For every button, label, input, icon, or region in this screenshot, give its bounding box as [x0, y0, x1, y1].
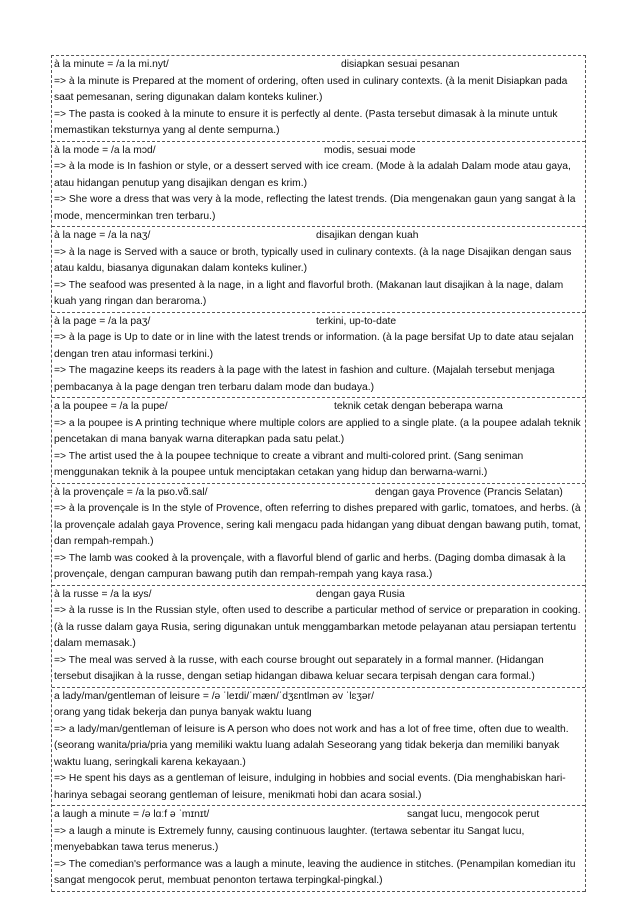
entry-meaning: dengan gaya Rusia	[316, 588, 405, 600]
entry-heading	[54, 587, 583, 604]
entry-term: a laugh a minute = /ə lɑːf ə ˈmɪnɪt/	[54, 809, 210, 820]
entry-meaning: orang yang tidak bekerja dan punya banyak waktu luang	[54, 707, 312, 718]
entry-meaning: disiapkan sesuai pesanan	[341, 59, 460, 70]
glossary-entry	[52, 142, 585, 228]
entry-meaning: disajikan dengan kuah	[316, 230, 419, 241]
entry-term: à la page = /a la paʒ/	[54, 315, 151, 327]
glossary-entry	[52, 484, 585, 586]
glossary-entry	[52, 313, 585, 399]
entry-definition: => à la mode is In fashion or style, or a dessert served with ice cream. (Mode à la adalah Dalam mode atau gaya, atau hidangan penutup yang disajikan dengan es krim.)	[54, 161, 571, 189]
glossary-sheet	[51, 55, 586, 892]
entry-term: à la nage = /a la naʒ/	[54, 230, 151, 241]
entry-definition: => à la minute is Prepared at the moment of ordering, often used in culinary contexts. (à la menit Disiapkan pada saat pemesanan, sering digunakan dalam konteks kuliner.)	[54, 75, 568, 103]
entry-example: => He spent his days as a gentleman of leisure, indulging in hobbies and social events. (Dia menghabiskan hari-harinya sebagai seorang gentleman of leisure, menikmati hobi dan acara sosial.)	[54, 773, 566, 801]
entry-example: => The pasta is cooked à la minute to ensure it is perfectly al dente. (Pasta tersebut dimasak à la minute untuk memastikan teksturnya yang al dente sempurna.)	[54, 108, 558, 136]
entry-definition: => à la provençale is In the style of Provence, often referring to dishes prepared with garlic, tomatoes, and herbs. (à la provençale adalah gaya Provence, sering kali mengacu pada hidangan yang dibuat dengan bawang putih, tomat, dan rempah-rempah.)	[54, 503, 581, 547]
entry-heading	[54, 399, 583, 416]
entry-definition: => a laugh a minute is Extremely funny, causing continuous laughter. (tertawa sebentar itu Sangat lucu, menyebabkan tawa terus menerus.)	[54, 825, 525, 853]
entry-example: => The meal was served à la russe, with each course brought out separately in a formal manner. (Hidangan tersebut disajikan à la russe, dengan setiap hidangan dibawa keluar secara terpisah dengan cara formal.)	[54, 654, 544, 682]
entry-meaning: terkini, up-to-date	[316, 315, 397, 327]
entry-heading	[54, 314, 583, 331]
entry-heading	[54, 689, 583, 722]
entry-term: à la minute = /a la mi.nyt/	[54, 59, 169, 70]
entry-example: => The lamb was cooked à la provençale, with a flavorful blend of garlic and herbs. (Daging domba dimasak à la provençale, dengan campuran bawang putih dan rempah-rempah yang kaya rasa.)	[54, 552, 566, 580]
entry-example: => The comedian's performance was a laugh a minute, leaving the audience in stitches. (Penampilan komedian itu sangat mengocok perut, membuat penonton tertawa terpingkal-pingkal.)	[54, 858, 576, 886]
glossary-entry	[52, 806, 585, 892]
entry-term: à la mode = /a la mɔd/	[54, 144, 156, 156]
glossary-entry	[52, 56, 585, 142]
entry-definition: => a la poupee is A printing technique where multiple colors are applied to a single plate. (a la poupee adalah teknik pencetakan di mana banyak warna diterapkan pada satu pelat.)	[54, 417, 581, 445]
entry-heading	[54, 57, 583, 74]
entry-meaning: sangat lucu, mengocok perut	[407, 809, 540, 820]
entry-definition: => à la nage is Served with a sauce or broth, typically used in culinary contexts. (à la nage Disajikan dengan saus atau kaldu, biasanya digunakan dalam konteks kuliner.)	[54, 246, 572, 274]
entry-heading	[54, 143, 583, 160]
entry-definition: => à la russe is In the Russian style, often used to describe a particular method of service or preparation in cooking. (à la russe dalam gaya Rusia, sering digunakan untuk menggambarkan metode pelayanan atau persiapan tertentu dalam memasak.)	[54, 605, 581, 649]
entry-definition: => a lady/man/gentleman of leisure is A person who does not work and has a lot of free time, often due to wealth. (seorang wanita/pria/pria yang memiliki waktu luang adalah Seseorang yang tidak bekerja dan memiliki banyak waktu luang, seringkali karena kekayaan.)	[54, 723, 569, 768]
glossary-entry	[52, 398, 585, 484]
glossary-entry	[52, 227, 585, 313]
entry-example: => She wore a dress that was very à la mode, reflecting the latest trends. (Dia mengenakan gaun yang sangat à la mode, mencerminkan tren terbaru.)	[54, 194, 576, 222]
entry-meaning: modis, sesuai mode	[324, 144, 416, 156]
entry-term: a la poupee = /a la pupe/	[54, 401, 168, 412]
glossary-entry	[52, 586, 585, 688]
entry-term: a lady/man/gentleman of leisure = /ə ˈleɪdi/ˈmæn/ˈdʒɛntlmən əv ˈlɛʒər/	[54, 690, 374, 702]
entry-example: => The seafood was presented à la nage, in a light and flavorful broth. (Makanan laut disajikan à la nage, dalam kuah yang ringan dan beraroma.)	[54, 279, 564, 307]
entry-term: à la provençale = /a la pʁo.vɑ̃.sal/	[54, 486, 208, 498]
entry-definition: => à la page is Up to date or in line with the latest trends or information. (à la page bersifat Up to date atau sejalan dengan tren atau informasi terkini.)	[54, 332, 574, 360]
entry-heading	[54, 807, 583, 824]
entry-example: => The artist used the à la poupee technique to create a vibrant and multi-colored print. (Sang seniman menggunakan teknik à la poupee untuk menciptakan cetakan yang hidup dan berwarna-warni.)	[54, 450, 524, 478]
entry-example: => The magazine keeps its readers à la page with the latest in fashion and culture. (Majalah tersebut menjaga pembacanya à la page dengan tren terbaru dalam mode dan budaya.)	[54, 365, 555, 393]
entry-heading	[54, 485, 583, 502]
entry-meaning: dengan gaya Provence (Prancis Selatan)	[375, 486, 563, 498]
glossary-entry	[52, 688, 585, 807]
entry-heading	[54, 228, 583, 245]
entry-meaning: teknik cetak dengan beberapa warna	[334, 401, 503, 412]
entry-term: à la russe = /a la ʁys/	[54, 588, 152, 600]
